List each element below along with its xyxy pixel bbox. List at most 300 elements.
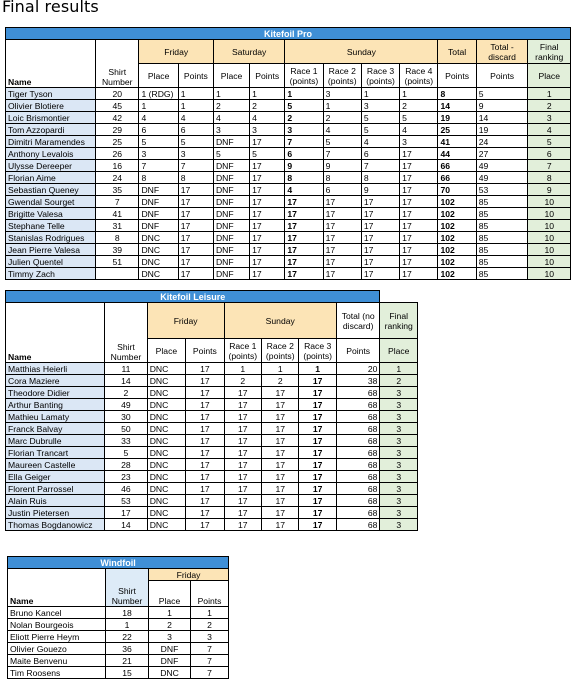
- cell-friday-points: 17: [186, 375, 224, 387]
- cell-place: DNC: [149, 667, 191, 679]
- cell-friday-points: 1: [178, 100, 213, 112]
- cell-race-3: 17: [299, 507, 336, 519]
- cell-total: 41: [438, 136, 476, 148]
- cell-shirt: 24: [96, 172, 139, 184]
- column-header-name: Name: [6, 303, 105, 363]
- cell-friday-place: DNC: [147, 471, 185, 483]
- cell-friday-place: DNF: [139, 196, 178, 208]
- cell-final-ranking: 3: [380, 411, 418, 423]
- cell-total: 68: [336, 495, 380, 507]
- column-header-points: Points: [250, 64, 285, 88]
- cell-name: Marc Dubrulle: [6, 435, 105, 447]
- cell-race-2: 17: [323, 268, 361, 280]
- column-header-name: Name: [8, 569, 106, 607]
- cell-final-ranking: 8: [528, 172, 571, 184]
- cell-race-3: 17: [299, 447, 336, 459]
- cell-final-ranking: 10: [528, 268, 571, 280]
- cell-name: Eliott Pierre Heym: [8, 631, 106, 643]
- cell-final-ranking: 3: [380, 483, 418, 495]
- cell-name: Franck Balvay: [6, 423, 105, 435]
- cell-race-2: 17: [262, 447, 299, 459]
- column-header-shirt: Shirt Number: [105, 303, 148, 363]
- column-header-shirt: Shirt Number: [96, 40, 139, 88]
- cell-saturday-place: 3: [213, 124, 249, 136]
- cell-race-2: 5: [323, 136, 361, 148]
- cell-race-4: 17: [400, 256, 438, 268]
- cell-race-1: 17: [224, 411, 261, 423]
- cell-saturday-place: DNF: [213, 232, 249, 244]
- group-header-total: Total: [438, 40, 476, 64]
- cell-saturday-place: DNF: [213, 208, 249, 220]
- cell-shirt: 51: [96, 256, 139, 268]
- cell-race-2: 1: [262, 363, 299, 375]
- table-row: [6, 459, 418, 471]
- cell-shirt: 39: [96, 244, 139, 256]
- cell-race-1: 3: [285, 124, 323, 136]
- cell-shirt: 49: [105, 399, 148, 411]
- cell-saturday-points: 4: [250, 112, 285, 124]
- table-row: [6, 483, 418, 495]
- cell-final-ranking: 10: [528, 244, 571, 256]
- cell-name: Florent Parrossel: [6, 483, 105, 495]
- column-header-name: Name: [6, 40, 96, 88]
- cell-place: DNF: [149, 655, 191, 667]
- cell-final-ranking: 1: [380, 363, 418, 375]
- cell-friday-points: 6: [178, 124, 213, 136]
- cell-saturday-place: 5: [213, 148, 249, 160]
- page-title: Final results: [2, 0, 99, 16]
- group-header-friday: Friday: [139, 40, 213, 64]
- cell-saturday-place: DNF: [213, 256, 249, 268]
- table-row: [6, 375, 418, 387]
- cell-total: 102: [438, 232, 476, 244]
- cell-race-1: 17: [224, 495, 261, 507]
- cell-friday-points: 17: [178, 196, 213, 208]
- cell-race-3: 8: [361, 172, 399, 184]
- cell-final-ranking: 10: [528, 232, 571, 244]
- cell-race-1: 17: [285, 208, 323, 220]
- column-header-final-place: Place: [380, 339, 418, 363]
- cell-name: Anthony Levalois: [6, 148, 96, 160]
- cell-final-ranking: 4: [528, 124, 571, 136]
- column-header-points: Points: [186, 339, 224, 363]
- cell-race-2: 17: [262, 471, 299, 483]
- cell-race-2: 17: [262, 435, 299, 447]
- table-row: [6, 256, 571, 268]
- cell-shirt: 25: [96, 136, 139, 148]
- column-header-total-points: Points: [336, 339, 380, 363]
- cell-final-ranking: 10: [528, 256, 571, 268]
- cell-saturday-place: DNF: [213, 196, 249, 208]
- cell-shirt: 50: [105, 423, 148, 435]
- cell-friday-place: DNC: [147, 459, 185, 471]
- cell-race-2: 7: [323, 148, 361, 160]
- cell-points: 2: [191, 619, 229, 631]
- cell-race-1: 17: [285, 244, 323, 256]
- column-header-race-3: Race 3 (points): [361, 64, 399, 88]
- cell-total: 68: [336, 519, 380, 531]
- cell-friday-points: 17: [186, 447, 224, 459]
- cell-friday-place: DNC: [139, 256, 178, 268]
- cell-final-ranking: 6: [528, 148, 571, 160]
- cell-name: Stephane Telle: [6, 220, 96, 232]
- cell-race-1: 2: [285, 112, 323, 124]
- table-row: [6, 495, 418, 507]
- cell-race-1: 17: [224, 519, 261, 531]
- cell-total-discard: 85: [476, 256, 528, 268]
- cell-race-2: 17: [262, 411, 299, 423]
- cell-race-2: 1: [323, 100, 361, 112]
- cell-race-4: 5: [400, 112, 438, 124]
- cell-saturday-points: 17: [250, 268, 285, 280]
- cell-shirt: 14: [105, 375, 148, 387]
- cell-race-3: 17: [361, 268, 399, 280]
- cell-friday-place: DNC: [147, 363, 185, 375]
- cell-place: 2: [149, 619, 191, 631]
- cell-saturday-points: 17: [250, 232, 285, 244]
- cell-total: 70: [438, 184, 476, 196]
- cell-total: 38: [336, 375, 380, 387]
- cell-total: 8: [438, 88, 476, 100]
- cell-race-1: 17: [285, 232, 323, 244]
- cell-race-3: 7: [361, 160, 399, 172]
- cell-name: Thomas Bogdanowicz: [6, 519, 105, 531]
- cell-total: 102: [438, 208, 476, 220]
- cell-shirt: 45: [96, 100, 139, 112]
- cell-friday-points: 4: [178, 112, 213, 124]
- cell-race-4: 17: [400, 196, 438, 208]
- cell-total-discard: 5: [476, 88, 528, 100]
- cell-friday-points: 5: [178, 136, 213, 148]
- cell-name: Tiger Tyson: [6, 88, 96, 100]
- cell-shirt: 30: [105, 411, 148, 423]
- cell-race-2: 6: [323, 184, 361, 196]
- column-header-race-4: Race 4 (points): [400, 64, 438, 88]
- cell-total: 102: [438, 244, 476, 256]
- column-header-race-1: Race 1 (points): [224, 339, 261, 363]
- cell-final-ranking: 10: [528, 208, 571, 220]
- cell-total: 68: [336, 411, 380, 423]
- cell-race-3: 17: [361, 220, 399, 232]
- cell-name: Nolan Bourgeois: [8, 619, 106, 631]
- table-row: [6, 220, 571, 232]
- cell-friday-place: 1 (RDG): [139, 88, 178, 100]
- cell-race-4: 17: [400, 220, 438, 232]
- cell-saturday-place: 2: [213, 100, 249, 112]
- cell-saturday-place: DNF: [213, 244, 249, 256]
- cell-total: 20: [336, 363, 380, 375]
- cell-race-2: 4: [323, 124, 361, 136]
- cell-name: Tim Roosens: [8, 667, 106, 679]
- table-row: [6, 148, 571, 160]
- cell-name: Tom Azzopardi: [6, 124, 96, 136]
- cell-friday-place: DNC: [147, 387, 185, 399]
- cell-friday-points: 8: [178, 172, 213, 184]
- cell-saturday-points: 17: [250, 136, 285, 148]
- cell-friday-place: 1: [139, 100, 178, 112]
- kitefoil-pro-banner: Kitefoil Pro: [6, 28, 571, 40]
- cell-saturday-points: 17: [250, 172, 285, 184]
- cell-shirt: 8: [96, 232, 139, 244]
- cell-friday-place: DNC: [147, 447, 185, 459]
- column-header-race-2: Race 2 (points): [323, 64, 361, 88]
- cell-race-3: 17: [299, 375, 336, 387]
- cell-race-1: 17: [224, 483, 261, 495]
- cell-total: 68: [336, 471, 380, 483]
- cell-name: Brigitte Valesa: [6, 208, 96, 220]
- cell-race-1: 1: [285, 88, 323, 100]
- cell-name: Mathieu Lamaty: [6, 411, 105, 423]
- cell-saturday-points: 17: [250, 208, 285, 220]
- cell-race-3: 17: [299, 459, 336, 471]
- cell-total-discard: 85: [476, 268, 528, 280]
- cell-place: 1: [149, 607, 191, 619]
- column-header-race-2: Race 2 (points): [262, 339, 299, 363]
- table-row: [6, 208, 571, 220]
- cell-friday-place: 4: [139, 112, 178, 124]
- cell-saturday-place: DNF: [213, 220, 249, 232]
- cell-shirt: 29: [96, 124, 139, 136]
- cell-points: 7: [191, 667, 229, 679]
- cell-final-ranking: 10: [528, 196, 571, 208]
- cell-race-1: 1: [224, 363, 261, 375]
- cell-saturday-points: 17: [250, 256, 285, 268]
- cell-saturday-points: 3: [250, 124, 285, 136]
- table-row: [6, 471, 418, 483]
- cell-name: Bruno Kancel: [8, 607, 106, 619]
- kitefoil-pro-table: [5, 27, 571, 280]
- cell-final-ranking: 3: [380, 519, 418, 531]
- cell-race-2: 2: [323, 112, 361, 124]
- cell-name: Arthur Banting: [6, 399, 105, 411]
- cell-saturday-points: 5: [250, 148, 285, 160]
- table-row: [6, 196, 571, 208]
- cell-friday-points: 17: [186, 399, 224, 411]
- cell-total: 68: [336, 447, 380, 459]
- cell-race-2: 17: [262, 387, 299, 399]
- cell-shirt: 35: [96, 184, 139, 196]
- cell-saturday-place: 1: [213, 88, 249, 100]
- cell-name: Olivier Gouezo: [8, 643, 106, 655]
- cell-total-discard: 19: [476, 124, 528, 136]
- cell-total: 25: [438, 124, 476, 136]
- cell-race-2: 17: [262, 507, 299, 519]
- cell-shirt: 15: [106, 667, 149, 679]
- cell-saturday-place: DNF: [213, 184, 249, 196]
- cell-shirt: 22: [106, 631, 149, 643]
- cell-total: 66: [438, 160, 476, 172]
- cell-final-ranking: 5: [528, 136, 571, 148]
- cell-friday-points: 17: [186, 435, 224, 447]
- table-row: [6, 88, 571, 100]
- cell-name: Florian Aime: [6, 172, 96, 184]
- cell-race-2: 2: [262, 375, 299, 387]
- cell-race-1: 17: [224, 387, 261, 399]
- cell-friday-points: 17: [186, 387, 224, 399]
- cell-friday-place: DNC: [147, 495, 185, 507]
- cell-shirt: 46: [105, 483, 148, 495]
- cell-friday-place: 8: [139, 172, 178, 184]
- cell-total-discard: 49: [476, 172, 528, 184]
- cell-saturday-place: DNF: [213, 268, 249, 280]
- cell-friday-place: DNC: [139, 232, 178, 244]
- cell-friday-points: 17: [178, 220, 213, 232]
- cell-race-3: 5: [361, 112, 399, 124]
- cell-total-discard: 85: [476, 196, 528, 208]
- cell-friday-points: 17: [186, 519, 224, 531]
- cell-total: 102: [438, 256, 476, 268]
- table-row: [8, 631, 229, 643]
- cell-race-1: 2: [224, 375, 261, 387]
- cell-final-ranking: 7: [528, 160, 571, 172]
- cell-name: Ulysse Dereeper: [6, 160, 96, 172]
- cell-race-1: 6: [285, 148, 323, 160]
- cell-shirt: 28: [105, 459, 148, 471]
- cell-final-ranking: 2: [528, 100, 571, 112]
- cell-final-ranking: 3: [380, 495, 418, 507]
- cell-race-1: 4: [285, 184, 323, 196]
- cell-race-4: 17: [400, 208, 438, 220]
- cell-race-1: 17: [224, 471, 261, 483]
- cell-total: 19: [438, 112, 476, 124]
- cell-name: Cora Maziere: [6, 375, 105, 387]
- cell-race-1: 9: [285, 160, 323, 172]
- cell-friday-points: 17: [186, 411, 224, 423]
- cell-total-discard: 85: [476, 232, 528, 244]
- table-row: [8, 643, 229, 655]
- cell-friday-place: 7: [139, 160, 178, 172]
- cell-points: 7: [191, 643, 229, 655]
- cell-friday-points: 17: [186, 507, 224, 519]
- table-row: [6, 172, 571, 184]
- cell-friday-points: 17: [178, 208, 213, 220]
- column-header-points: Points: [191, 581, 229, 607]
- column-header-final-place: Place: [528, 64, 571, 88]
- cell-name: Florian Trancart: [6, 447, 105, 459]
- cell-race-2: 3: [323, 88, 361, 100]
- cell-race-4: 17: [400, 244, 438, 256]
- cell-name: Justin Pietersen: [6, 507, 105, 519]
- cell-race-4: 17: [400, 148, 438, 160]
- cell-race-2: 17: [262, 459, 299, 471]
- cell-race-2: 17: [323, 196, 361, 208]
- cell-race-2: 17: [262, 423, 299, 435]
- cell-friday-place: DNC: [139, 268, 178, 280]
- table-row: [6, 112, 571, 124]
- cell-race-2: 17: [262, 519, 299, 531]
- cell-race-1: 17: [224, 507, 261, 519]
- cell-race-2: 17: [262, 399, 299, 411]
- cell-final-ranking: 3: [380, 387, 418, 399]
- cell-total: 102: [438, 268, 476, 280]
- cell-final-ranking: 3: [380, 459, 418, 471]
- cell-race-4: 17: [400, 160, 438, 172]
- cell-friday-points: 17: [178, 268, 213, 280]
- column-header-shirt: Shirt Number: [106, 569, 149, 607]
- cell-final-ranking: 3: [380, 423, 418, 435]
- cell-race-3: 17: [299, 423, 336, 435]
- cell-race-1: 17: [285, 256, 323, 268]
- cell-final-ranking: 2: [380, 375, 418, 387]
- cell-name: Ella Geiger: [6, 471, 105, 483]
- table-row: [6, 507, 418, 519]
- cell-total-discard: 9: [476, 100, 528, 112]
- cell-saturday-points: 2: [250, 100, 285, 112]
- cell-total: 102: [438, 196, 476, 208]
- cell-race-4: 17: [400, 184, 438, 196]
- cell-friday-points: 3: [178, 148, 213, 160]
- cell-saturday-points: 17: [250, 184, 285, 196]
- table-row: [8, 667, 229, 679]
- cell-name: Dimitri Maramendes: [6, 136, 96, 148]
- cell-final-ranking: 9: [528, 184, 571, 196]
- cell-shirt: 2: [105, 387, 148, 399]
- cell-race-1: 17: [224, 435, 261, 447]
- cell-race-4: 17: [400, 232, 438, 244]
- cell-friday-place: DNC: [147, 375, 185, 387]
- cell-name: Timmy Zach: [6, 268, 96, 280]
- column-header-place: Place: [139, 64, 178, 88]
- table-row: [8, 607, 229, 619]
- cell-points: 1: [191, 607, 229, 619]
- cell-race-3: 1: [361, 88, 399, 100]
- cell-name: Gwendal Sourget: [6, 196, 96, 208]
- cell-friday-place: 6: [139, 124, 178, 136]
- group-header-sunday: Sunday: [224, 303, 336, 339]
- cell-total: 68: [336, 387, 380, 399]
- table-row: [8, 655, 229, 667]
- column-header-points: Points: [178, 64, 213, 88]
- group-header-friday: Friday: [147, 303, 224, 339]
- cell-shirt: 23: [105, 471, 148, 483]
- cell-friday-place: DNC: [147, 507, 185, 519]
- table-row: [6, 136, 571, 148]
- cell-friday-points: 17: [178, 232, 213, 244]
- cell-friday-place: DNF: [139, 208, 178, 220]
- cell-saturday-points: 17: [250, 220, 285, 232]
- cell-total: 68: [336, 507, 380, 519]
- cell-friday-points: 17: [186, 363, 224, 375]
- cell-friday-place: DNC: [147, 399, 185, 411]
- cell-saturday-place: DNF: [213, 136, 249, 148]
- table-row: [6, 411, 418, 423]
- column-header-place: Place: [147, 339, 185, 363]
- cell-race-2: 17: [323, 220, 361, 232]
- cell-race-1: 8: [285, 172, 323, 184]
- cell-name: Jean Pierre Valesa: [6, 244, 96, 256]
- cell-race-1: 17: [224, 447, 261, 459]
- cell-race-3: 17: [361, 208, 399, 220]
- cell-race-3: 4: [361, 136, 399, 148]
- table-row: [6, 244, 571, 256]
- cell-total: 68: [336, 459, 380, 471]
- kitefoil-leisure-table: [5, 290, 418, 531]
- table-row: [6, 268, 571, 280]
- cell-race-1: 17: [285, 268, 323, 280]
- cell-shirt: 21: [106, 655, 149, 667]
- cell-shirt: 42: [96, 112, 139, 124]
- cell-friday-place: 3: [139, 148, 178, 160]
- table-row: [6, 435, 418, 447]
- cell-total-discard: 85: [476, 208, 528, 220]
- cell-race-2: 17: [262, 495, 299, 507]
- cell-race-3: 3: [361, 100, 399, 112]
- cell-friday-place: DNC: [147, 483, 185, 495]
- cell-total-discard: 85: [476, 220, 528, 232]
- cell-race-3: 17: [299, 435, 336, 447]
- cell-friday-place: DNC: [147, 411, 185, 423]
- cell-saturday-place: DNF: [213, 160, 249, 172]
